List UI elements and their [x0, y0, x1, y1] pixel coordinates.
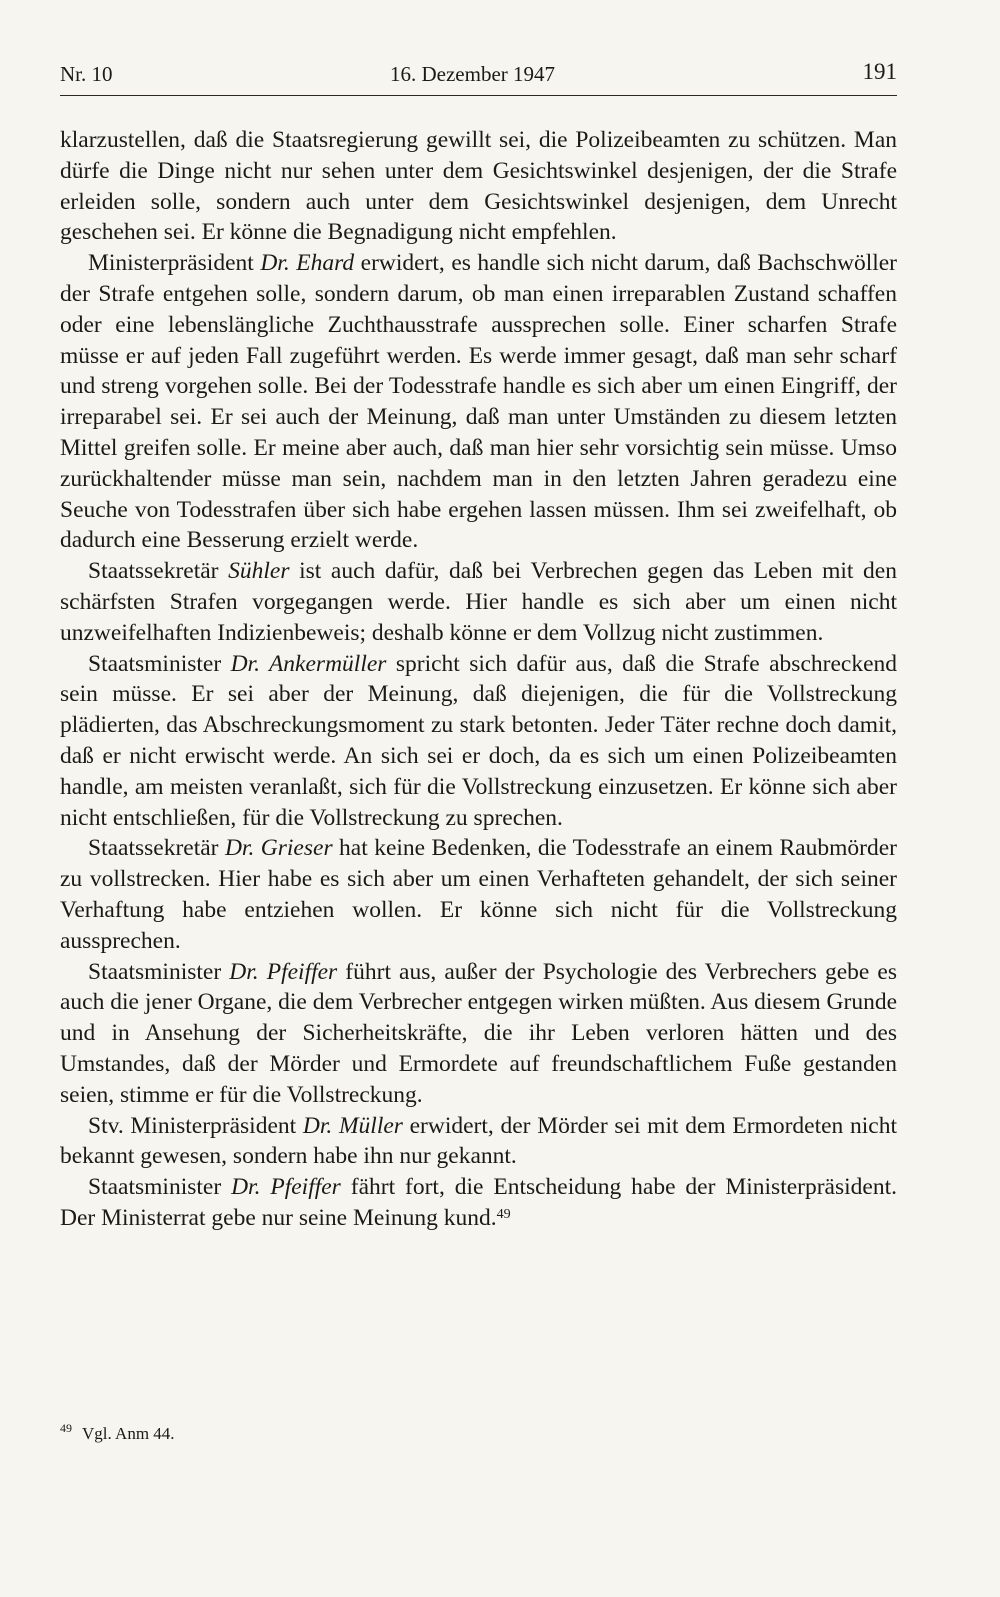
paragraph-text: Staatsminister — [88, 958, 230, 985]
paragraph — [60, 125, 897, 248]
paragraph — [60, 833, 897, 956]
speaker-name: Dr. Ehard — [260, 250, 355, 277]
body-text — [60, 125, 897, 1234]
paragraph — [60, 248, 897, 556]
footnote-reference: 49 — [496, 1207, 511, 1223]
paragraph-text: Stv. Ministerpräsident — [88, 1112, 303, 1139]
speaker-name: Dr. Ankermüller — [230, 650, 387, 677]
issue-number: Nr. 10 — [60, 62, 113, 86]
paragraph-text: Staatsminister — [88, 1174, 232, 1201]
footnote-text: Vgl. Anm 44. — [82, 1424, 175, 1443]
page-number: 191 — [862, 59, 897, 84]
paragraph — [60, 1172, 897, 1234]
speaker-name: Dr. Grieser — [224, 835, 333, 862]
paragraph-text: erwidert, es handle sich nicht darum, daß Bachschwöller der Strafe entgehen solle, sondern darum, ob man einen irreparablen Zustand schaffen oder eine lebenslängliche Zuchthausstrafe aussprechen solle. Einer scharfen Strafe müsse er auf jeden Fall zugeführt werden. Es werde immer gesagt, daß man sehr scharf und streng vorgehen solle. Bei der Todesstrafe handle es sich aber um einen Eingriff, der irreparabel sei. Er sei auch der Meinung, daß man unter Umständen zu diesem letzten Mittel greifen solle. Er meine aber auch, daß man hier sehr vorsichtig sein müsse. Umso zurückhaltender müsse man sein, nachdem man in den letzten Jahren geradezu eine Seuche von Todesstrafen über sich habe ergehen lassen müssen. Ihm sei zweifelhaft, ob dadurch eine Besserung erzielt werde. — [60, 250, 898, 554]
paragraph — [60, 556, 897, 648]
paragraph-text: führt aus, außer der Psychologie des Verbrechers gebe es auch die jener Organe, die dem Verbrecher entgegen wirken müßten. Aus diesem Grunde und in Ansehung der Sicherheitskräfte, die ihr Leben verloren hätten und des Umstandes, daß der Mörder und Ermordete auf freundschaftlichem Fuße gestanden seien, stimme er für die Vollstreckung. — [60, 958, 898, 1108]
paragraph-text: Staatssekretär — [88, 835, 225, 862]
paragraph-text: ist auch dafür, daß bei Verbrechen gegen das Leben mit den schärfsten Strafen vorgegangen werde. Hier handle es sich aber um einen nicht unzweifelhaften Indizienbeweis; deshalb könne er dem Vollzug nicht zustimmen. — [60, 558, 897, 646]
paragraph — [60, 649, 897, 834]
paragraph-text: Staatssekretär — [88, 558, 229, 585]
paragraph — [60, 957, 897, 1111]
paragraph-text: erwidert, der Mörder sei mit dem Ermordeten nicht bekannt gewesen, sondern habe ihn nur gekannt. — [60, 1112, 897, 1170]
paragraph-text: Staatsminister — [88, 650, 231, 677]
paragraph-text: spricht sich dafür aus, daß die Strafe abschreckend sein müsse. Er sei aber der Meinung, daß diejenigen, die für die Vollstreckung plädierten, das Abschreckungsmoment zu stark betonten. Jeder Täter rechne doch damit, daß er nicht erwischt werde. An sich sei er doch, da es sich um einen Polizeibeamten handle, am meisten veranlaßt, sich für die Vollstreckung einzusetzen. Er könne sich aber nicht entschließen, für die Vollstreckung zu sprechen. — [60, 650, 897, 831]
speaker-name: Dr. Pfeiffer — [229, 958, 338, 985]
footnote-number: 49 — [60, 1421, 72, 1436]
session-date: 16. Dezember 1947 — [390, 62, 556, 86]
speaker-name: Dr. Müller — [302, 1112, 403, 1139]
header-rule — [60, 95, 897, 96]
paragraph-text: fährt fort, die Entscheidung habe der Ministerpräsident. Der Ministerrat gebe nur seine Meinung kund. — [60, 1174, 897, 1231]
running-head — [60, 60, 897, 94]
footnote-49 — [60, 1423, 897, 1445]
speaker-name: Dr. Pfeiffer — [231, 1174, 341, 1201]
paragraph-text: hat keine Bedenken, die Todesstrafe an einem Raubmörder zu vollstrecken. Hier habe es sich aber um einen Verhafteten gehandelt, der sich seiner Verhaftung habe entziehen wollen. Er könne sich nicht für die Vollstreckung aussprechen. — [60, 835, 897, 954]
speaker-name: Sühler — [228, 558, 290, 585]
paragraph-text: klarzustellen, daß die Staatsregierung gewillt sei, die Polizeibeamten zu schützen. Man dürfe die Dinge nicht nur sehen unter dem Gesichtswinkel desjenigen, der die Strafe erleiden solle, sondern auch unter dem Gesichtswinkel desjenigen, dem Unrecht geschehen sei. Er könne die Begnadigung nicht empfehlen. — [60, 127, 897, 246]
paragraph-text: Ministerpräsident — [88, 250, 261, 277]
paragraph — [60, 1111, 897, 1173]
